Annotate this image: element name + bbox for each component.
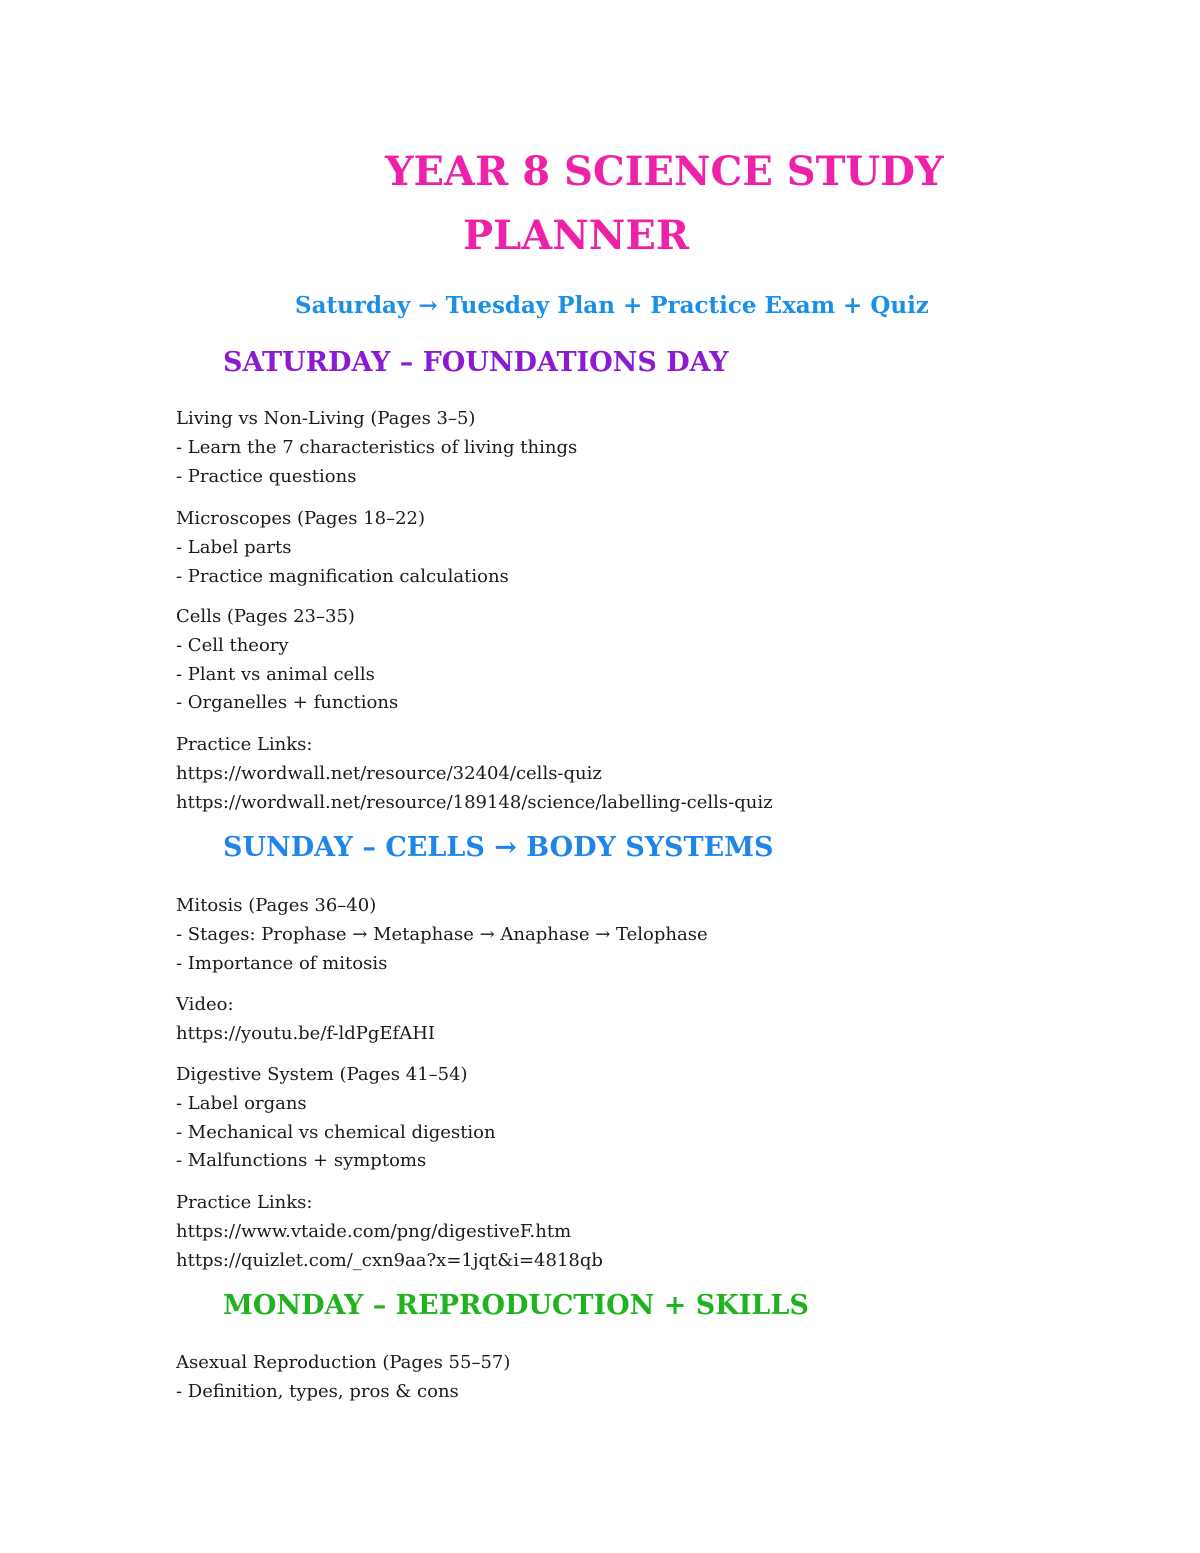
link-digestive-quizlet[interactable]: https://quizlet.com/_cxn9aa?x=1jqt&i=4818qb xyxy=(176,1249,603,1271)
saturday-living-section xyxy=(176,405,577,491)
link-digestive-vtaide[interactable]: https://www.vtaide.com/png/digestiveF.htm xyxy=(176,1220,572,1242)
list-item: - Mechanical vs chemical digestion xyxy=(176,1121,496,1143)
saturday-cells-section xyxy=(176,603,398,718)
practice-links-label: Practice Links: xyxy=(176,1192,313,1213)
saturday-practice-links xyxy=(176,731,773,817)
section-title: Living vs Non-Living (Pages 3–5) xyxy=(176,408,476,429)
link-cells-quiz[interactable]: https://wordwall.net/resource/32404/cells-quiz xyxy=(176,762,602,784)
monday-heading: MONDAY – REPRODUCTION + SKILLS xyxy=(223,1290,809,1321)
saturday-microscopes-section xyxy=(176,505,509,591)
list-item: - Label organs xyxy=(176,1092,307,1114)
section-title: Asexual Reproduction (Pages 55–57) xyxy=(176,1352,511,1373)
sunday-digestive-section xyxy=(176,1061,496,1176)
video-label: Video: xyxy=(176,994,234,1015)
saturday-heading: SATURDAY – FOUNDATIONS DAY xyxy=(223,347,729,378)
title-line-1: YEAR 8 SCIENCE STUDY xyxy=(385,148,944,195)
link-labelling-cells-quiz[interactable]: https://wordwall.net/resource/189148/science/labelling-cells-quiz xyxy=(176,791,773,813)
sunday-mitosis-section xyxy=(176,892,708,978)
list-item: - Practice questions xyxy=(176,465,357,487)
list-item: - Learn the 7 characteristics of living things xyxy=(176,436,578,458)
list-item: - Malfunctions + symptoms xyxy=(176,1150,427,1172)
list-item: - Cell theory xyxy=(176,634,289,656)
section-title: Cells (Pages 23–35) xyxy=(176,606,355,627)
list-item: - Plant vs animal cells xyxy=(176,663,375,685)
section-title: Microscopes (Pages 18–22) xyxy=(176,508,426,529)
list-item: - Label parts xyxy=(176,536,292,558)
page-subtitle: Saturday → Tuesday Plan + Practice Exam + Quiz xyxy=(295,292,929,319)
section-title: Mitosis (Pages 36–40) xyxy=(176,895,377,916)
list-item: - Organelles + functions xyxy=(176,692,399,714)
section-title: Digestive System (Pages 41–54) xyxy=(176,1064,468,1085)
list-item: - Stages: Prophase → Metaphase → Anaphase → Telophase xyxy=(176,923,708,945)
sunday-video-section xyxy=(176,991,435,1049)
sunday-heading: SUNDAY – CELLS → BODY SYSTEMS xyxy=(223,832,774,863)
monday-asexual-section xyxy=(176,1349,510,1407)
title-line-2: PLANNER xyxy=(463,212,690,259)
list-item: - Importance of mitosis xyxy=(176,952,388,974)
sunday-practice-links xyxy=(176,1189,603,1275)
list-item: - Practice magnification calculations xyxy=(176,565,509,587)
link-mitosis-video[interactable]: https://youtu.be/f-ldPgEfAHI xyxy=(176,1022,436,1044)
list-item: - Definition, types, pros & cons xyxy=(176,1380,459,1402)
practice-links-label: Practice Links: xyxy=(176,734,313,755)
